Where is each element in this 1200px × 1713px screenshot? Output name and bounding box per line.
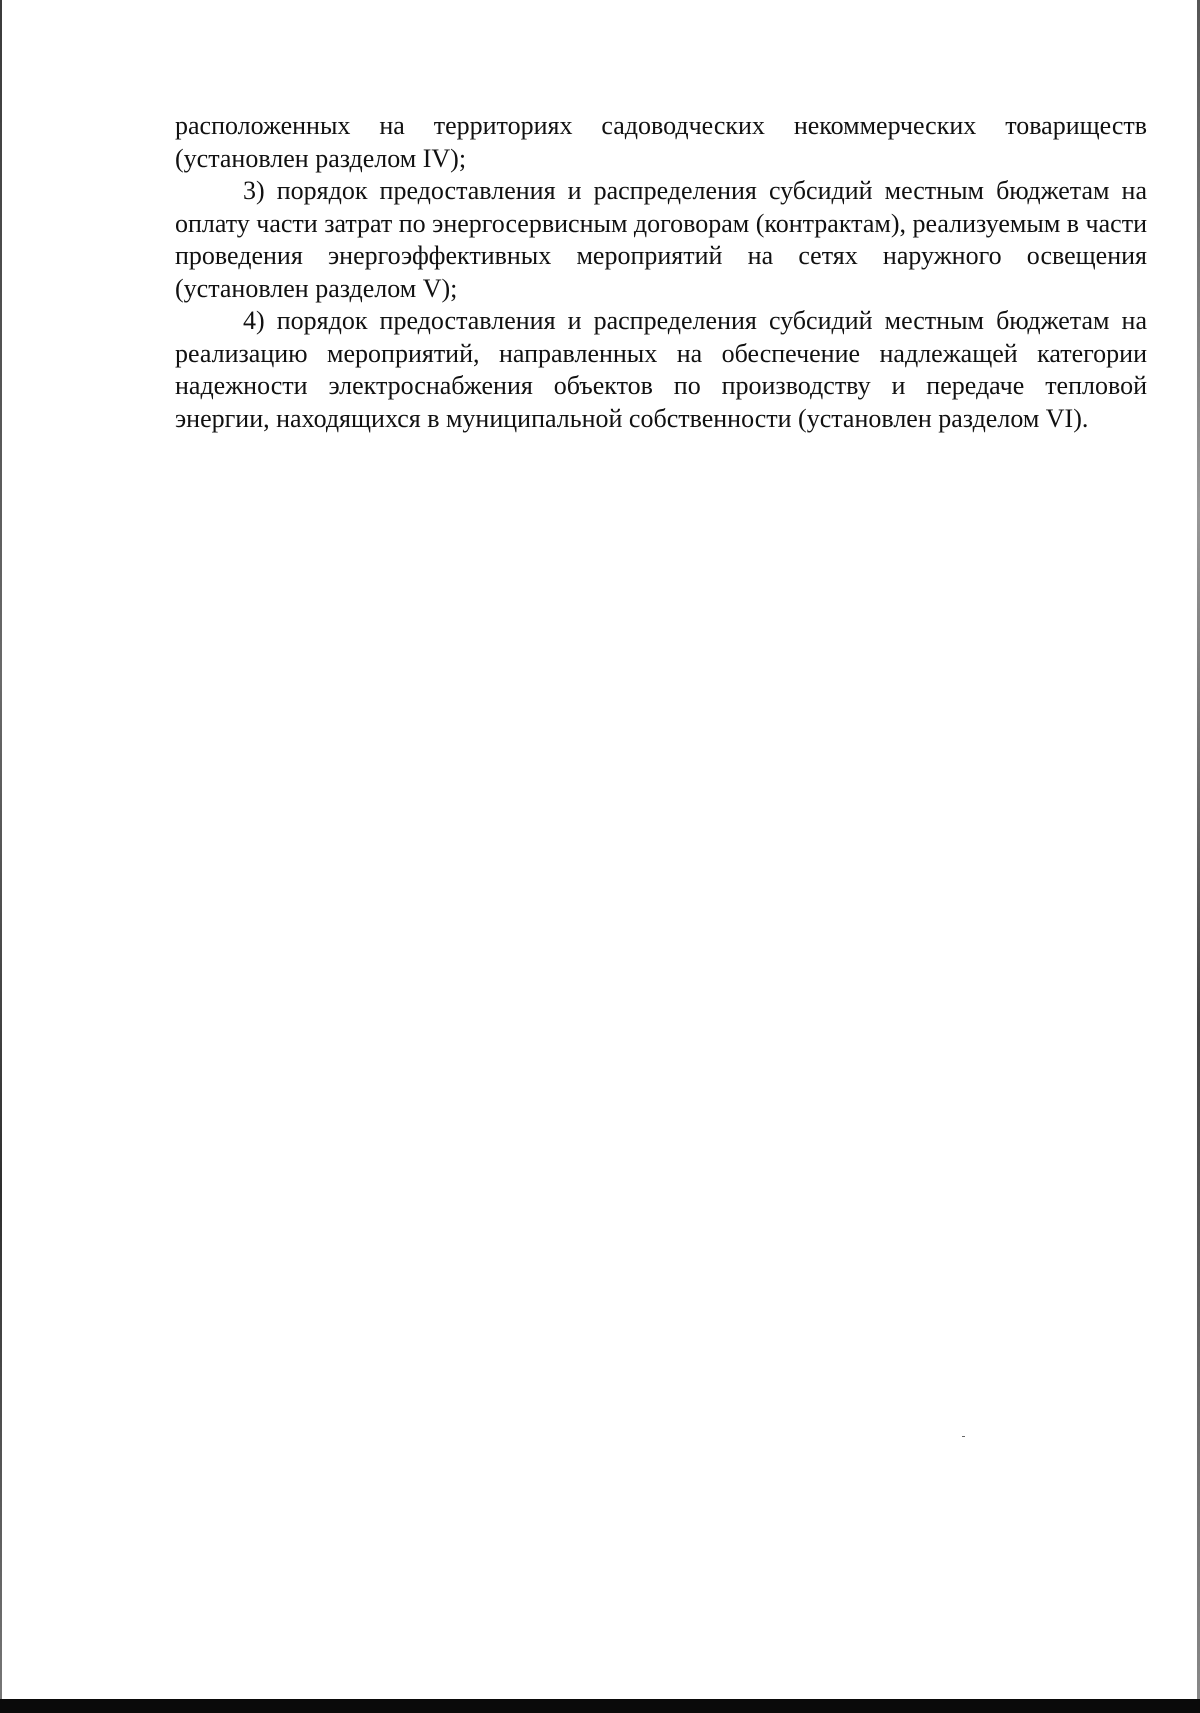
scan-edge-left (0, 0, 2, 1700)
scan-edge-bottom (0, 1699, 1200, 1713)
document-body (175, 110, 1147, 435)
paragraph-item-3: 3) порядок предоставления и распределения субсидий местным бюджетам на оплату части затрат по энергосервисным договорам (контрактам), реализуемым в части проведения энергоэффективных мероприятий на сетях наружного освещения (установлен разделом V); (175, 176, 1147, 303)
scan-speck (962, 1436, 965, 1437)
paragraph-item-4: 4) порядок предоставления и распределения субсидий местным бюджетам на реализацию мероприятий, направленных на обеспечение надлежащей категории надежности электроснабжения объектов по производству и передаче тепловой энергии, находящихся в муниципальной собственности (установлен разделом VI). (175, 306, 1147, 433)
paragraph-continuation: расположенных на территориях садоводческих некоммерческих товариществ (установлен разделом IV); (175, 111, 1147, 173)
